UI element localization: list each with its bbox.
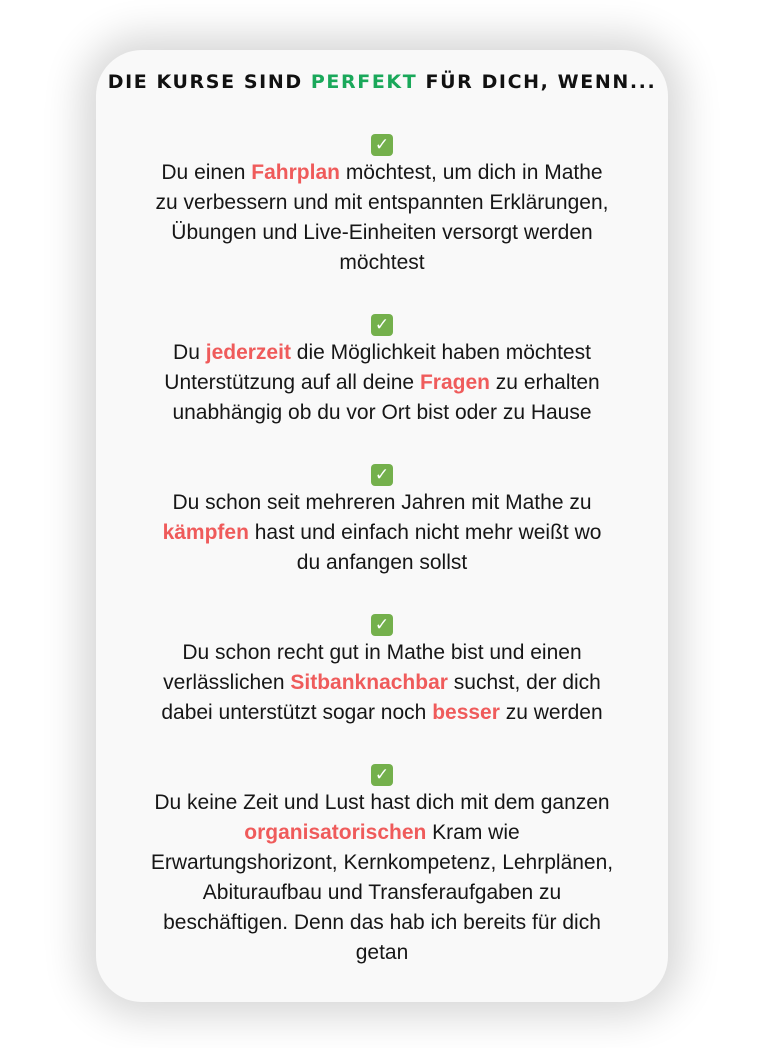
criteria-item-1 bbox=[96, 134, 668, 278]
highlight-word: jederzeit bbox=[205, 341, 291, 364]
check-mark-icon: ✓ bbox=[371, 614, 393, 636]
headline-start: DIE KURSE SIND bbox=[107, 71, 311, 93]
highlight-word: Fragen bbox=[419, 371, 490, 394]
criteria-text: Du jederzeit die Möglichkeit haben möchtest Unterstützung auf all deine Fragen zu erhalten unabhängig ob du vor Ort bist oder zu Hause bbox=[164, 341, 600, 424]
criteria-item-5 bbox=[96, 764, 668, 968]
criteria-text: Du schon recht gut in Mathe bist und einen verlässlichen Sitbanknachbar suchst, der dich dabei unterstützt sogar noch besser zu werden bbox=[161, 641, 603, 724]
check-mark-icon: ✓ bbox=[371, 464, 393, 486]
highlight-word: besser bbox=[432, 701, 500, 724]
criteria-text: Du einen Fahrplan möchtest, um dich in Mathe zu verbessern und mit entspannten Erklärungen, Übungen und Live-Einheiten versorgt werden möchtest bbox=[155, 161, 609, 274]
highlight-word: organisatorischen bbox=[244, 821, 427, 844]
criteria-text: Du schon seit mehreren Jahren mit Mathe zu kämpfen hast und einfach nicht mehr weißt wo du anfangen sollst bbox=[162, 491, 602, 574]
highlight-word: kämpfen bbox=[162, 521, 249, 544]
headline-accent: PERFEKT bbox=[310, 71, 418, 93]
criteria-card bbox=[96, 50, 668, 1002]
check-mark-icon: ✓ bbox=[371, 764, 393, 786]
headline-end: FÜR DICH, WENN... bbox=[417, 71, 657, 93]
check-mark-icon: ✓ bbox=[371, 314, 393, 336]
criteria-item-2 bbox=[96, 314, 668, 428]
criteria-text: Du keine Zeit und Lust hast dich mit dem ganzen organisatorischen Kram wie Erwartungshorizont, Kernkompetenz, Lehrplänen, Abituraufbau und Transferaufgaben zu beschäftigen. Denn das hab ich bereits für dich getan bbox=[150, 791, 614, 964]
check-mark-icon: ✓ bbox=[371, 134, 393, 156]
criteria-item-4 bbox=[96, 614, 668, 728]
criteria-item-3 bbox=[96, 464, 668, 578]
highlight-word: Fahrplan bbox=[251, 161, 340, 184]
highlight-word: Sitbanknachbar bbox=[290, 671, 448, 694]
headline bbox=[96, 71, 668, 93]
